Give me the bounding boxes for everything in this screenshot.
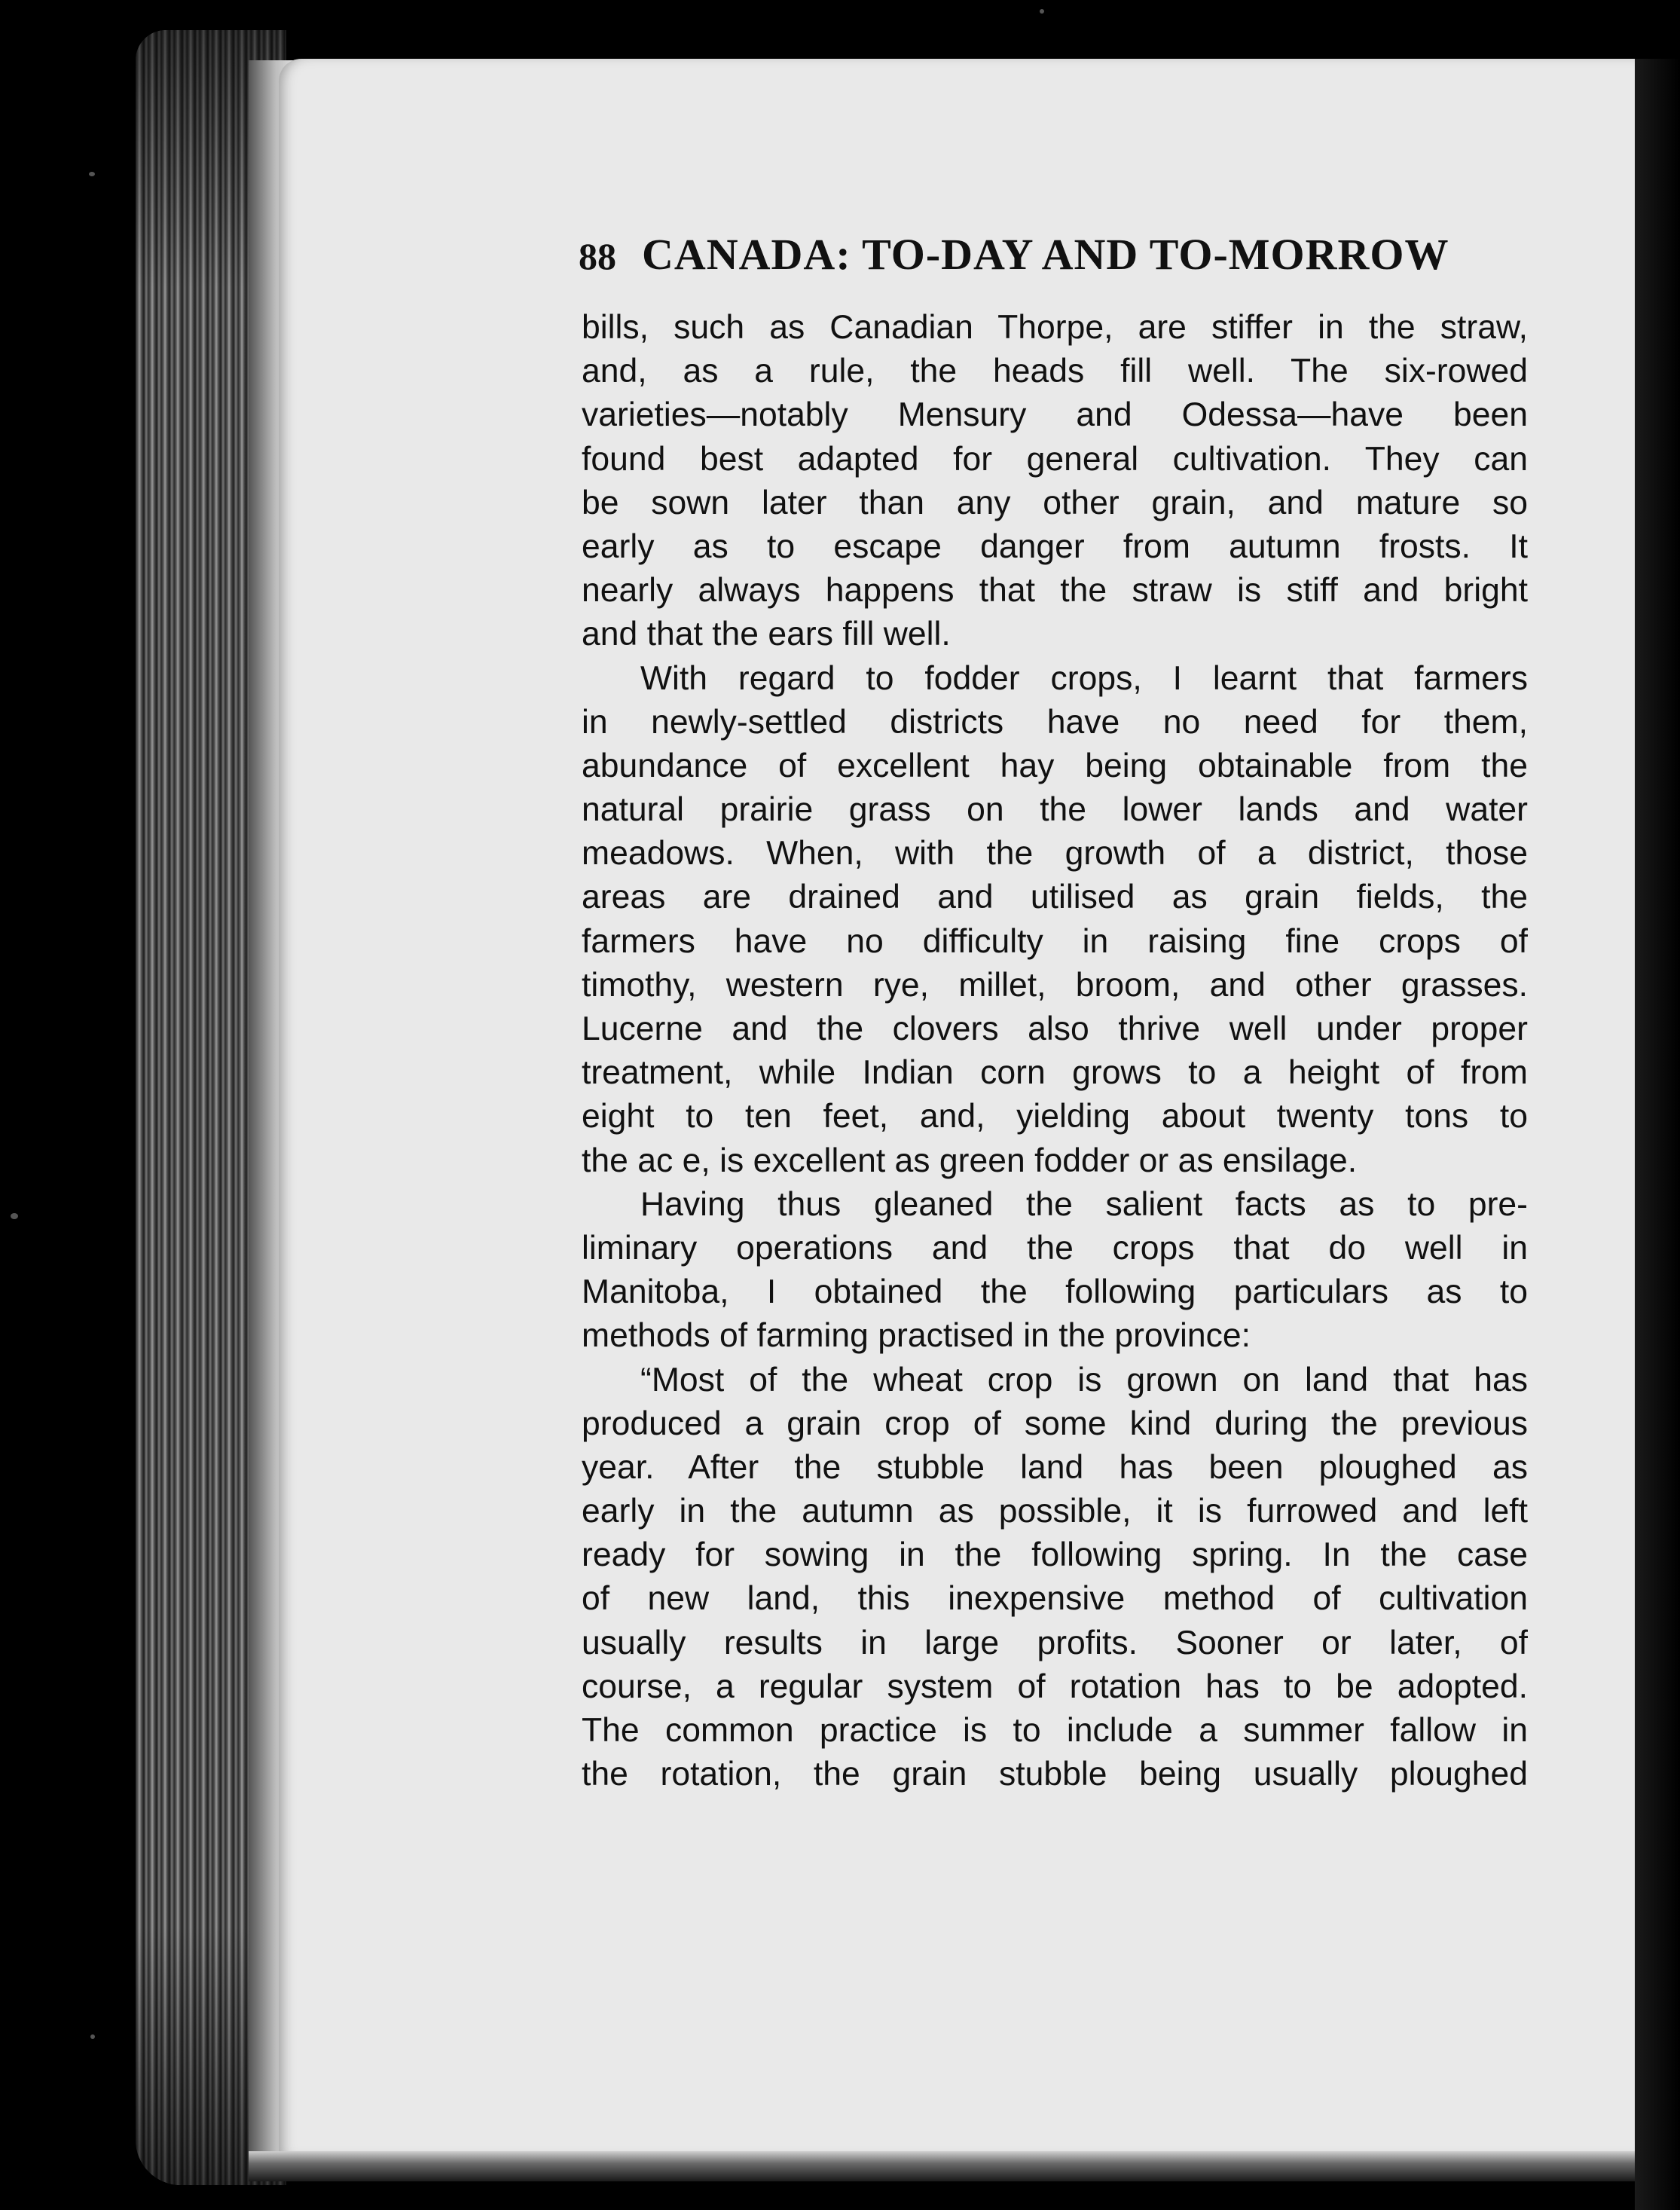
text-line: the rotation, the grain stubble being usually ploughed (582, 1756, 1528, 1793)
text-line: Manitoba, I obtained the following particulars as to (582, 1273, 1528, 1311)
text-line: ready for sowing in the following spring. In the case (582, 1536, 1528, 1574)
text-line: the ac e, is excellent as green fodder or as ensilage. (582, 1142, 1358, 1179)
text-line: natural prairie grass on the lower lands and water (582, 791, 1528, 829)
text-line: produced a grain crop of some kind during the previous (582, 1405, 1528, 1442)
text-line: With regard to fodder crops, I learnt that farmers (640, 659, 1528, 697)
dust-speck (90, 2034, 95, 2039)
text-line: farmers have no difficulty in raising fine crops of (582, 922, 1528, 960)
text-line: in newly-settled districts have no need for them, (582, 703, 1528, 741)
text-line: and, as a rule, the heads fill well. The six-rowed (582, 353, 1528, 390)
text-line: timothy, western rye, millet, broom, and other grasses. (582, 966, 1528, 1004)
text-line: found best adapted for general cultivation. They can (582, 440, 1528, 478)
text-line: liminary operations and the crops that do well in (582, 1229, 1528, 1267)
text-line: abundance of excellent hay being obtainable from the (582, 747, 1528, 784)
page-header (579, 229, 1528, 289)
right-page-edge (1635, 59, 1680, 2210)
running-title: CANADA: TO-DAY AND TO-MORROW (642, 230, 1449, 279)
text-line: course, a regular system of rotation has to be adopted. (582, 1667, 1528, 1705)
text-line: usually results in large profits. Sooner or later, of (582, 1624, 1528, 1661)
text-line: of new land, this inexpensive method of cultivation (582, 1580, 1528, 1618)
body-text (582, 306, 1528, 1796)
text-line: areas are drained and utilised as grain fields, the (582, 879, 1528, 916)
text-line: methods of farming practised in the province: (582, 1317, 1251, 1355)
dust-speck (1040, 9, 1044, 14)
text-line: “Most of the wheat crop is grown on land that has (640, 1361, 1528, 1398)
text-line: early as to escape danger from autumn frosts. It (582, 527, 1528, 565)
text-line: Having thus gleaned the salient facts as to pre- (640, 1185, 1528, 1223)
dust-speck (11, 1213, 18, 1219)
text-line: and that the ears fill well. (582, 616, 951, 653)
text-line: treatment, while Indian corn grows to a height of from (582, 1054, 1528, 1092)
text-line: Lucerne and the clovers also thrive well under proper (582, 1010, 1528, 1047)
text-line: meadows. When, with the growth of a district, those (582, 835, 1528, 873)
page-number: 88 (579, 235, 616, 277)
text-line: eight to ten feet, and, yielding about twenty tons to (582, 1098, 1528, 1136)
text-line: early in the autumn as possible, it is furrowed and left (582, 1493, 1528, 1530)
text-line: year. After the stubble land has been ploughed as (582, 1448, 1528, 1486)
bottom-page-edge (249, 2151, 1635, 2181)
dust-speck (89, 172, 95, 176)
text-line: be sown later than any other grain, and mature so (582, 484, 1528, 521)
text-line: varieties—notably Mensury and Odessa—have been (582, 396, 1528, 434)
text-line: nearly always happens that the straw is stiff and bright (582, 572, 1528, 610)
text-line: The common practice is to include a summer fallow in (582, 1712, 1528, 1749)
text-line: bills, such as Canadian Thorpe, are stiffer in the straw, (582, 309, 1528, 346)
